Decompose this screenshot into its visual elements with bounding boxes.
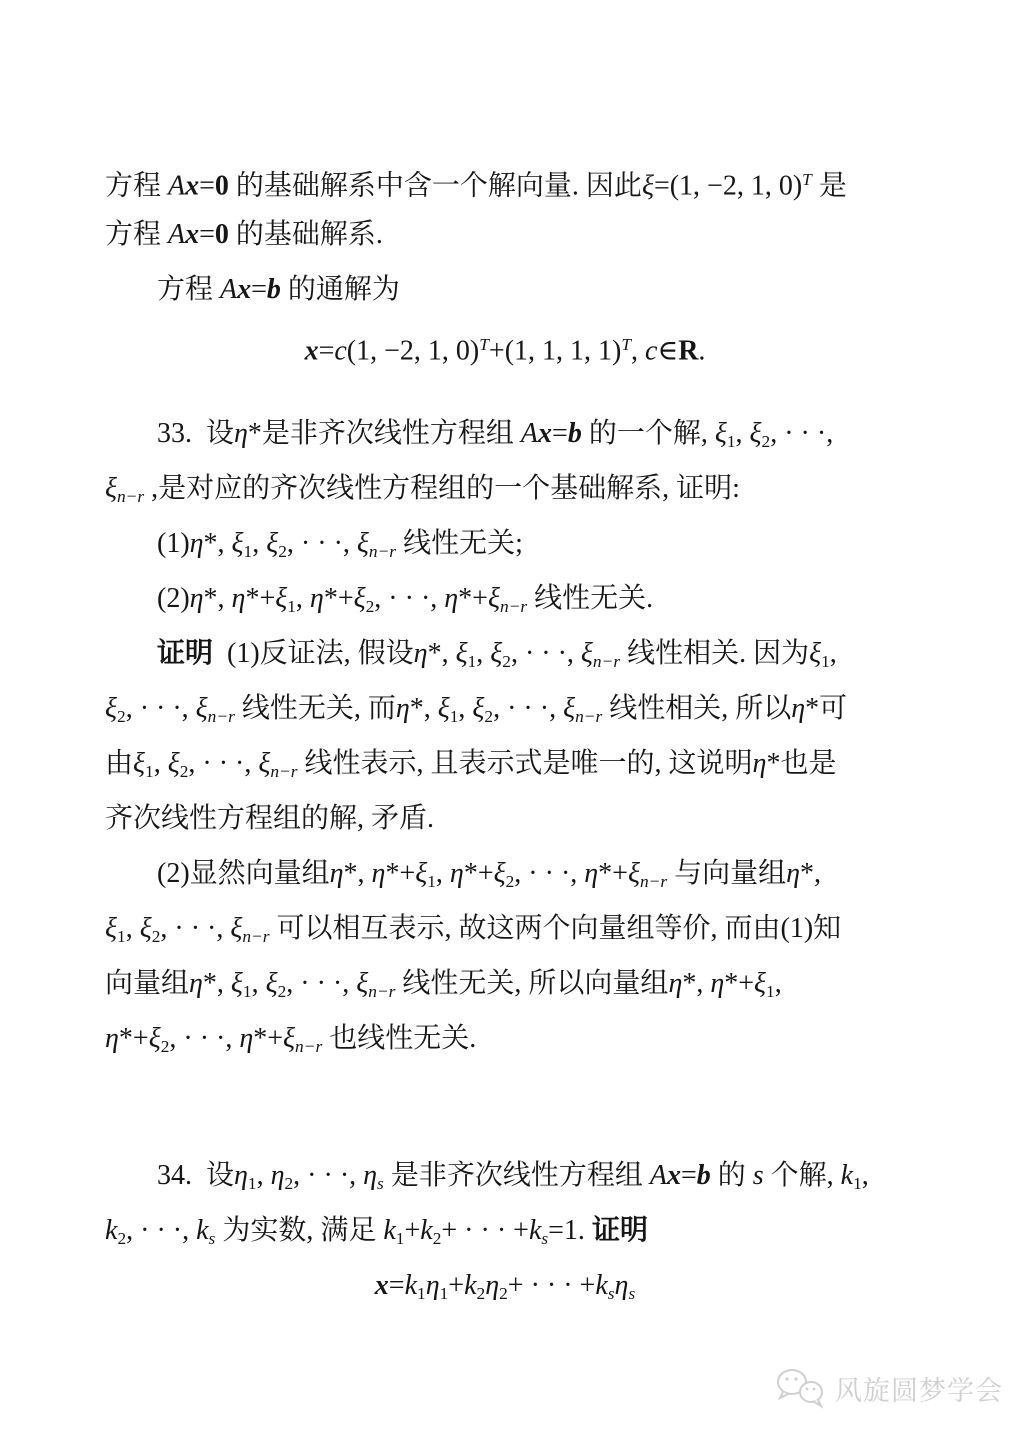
text-segment: x — [237, 274, 252, 305]
text-segment: n−r — [368, 981, 396, 1001]
text-segment: s — [541, 1228, 549, 1248]
text-segment: 线性无关, 所以向量组 — [395, 968, 669, 999]
text-segment: c — [334, 335, 347, 367]
text-segment: A — [649, 1160, 667, 1191]
text-segment: 线性相关, 所以 — [602, 693, 792, 724]
text-segment: 2 — [160, 1036, 170, 1056]
text-segment: ξ — [749, 418, 762, 449]
text-segment: 线性无关. — [527, 583, 654, 614]
text-segment: η — [710, 968, 725, 999]
text-segment: + · · · + — [507, 1270, 596, 1301]
text-segment: ξ — [437, 693, 450, 724]
text-segment: *+ — [598, 858, 628, 889]
watermark-text: 风旋圆梦学会 — [835, 1375, 1003, 1406]
text-segment: 齐次线性方程组的解, 矛盾. — [105, 803, 435, 834]
text-segment: ξ — [148, 1023, 161, 1054]
text-segment: , · · ·, — [286, 528, 357, 559]
text-segment: η — [329, 858, 344, 889]
text-segment: 的基础解系. — [228, 219, 383, 250]
text-segment: T — [479, 335, 489, 354]
text-segment: 线性表示, 且表示式是唯一的, 这说明 — [297, 748, 753, 779]
text-segment: (2)显然向量组 — [157, 858, 330, 889]
text-segment: ξ — [714, 418, 727, 449]
text-segment: 方程 — [105, 219, 169, 250]
text-segment: ξ — [641, 170, 654, 202]
text-segment: 1 — [726, 431, 736, 451]
text-segment: k — [420, 1215, 433, 1246]
text-segment: 由 — [105, 748, 134, 779]
text-segment: 2 — [117, 706, 126, 726]
text-segment: ∈ — [657, 335, 679, 367]
text-segment: n−r — [368, 541, 397, 561]
text-segment: ξ — [493, 858, 506, 889]
text-segment: ξ — [231, 528, 244, 559]
text-line — [105, 152, 905, 207]
text-segment: n−r — [575, 706, 603, 726]
text-segment: 的基础解系中含一个解向量. 因此 — [228, 170, 642, 202]
text-segment: n−r — [295, 1036, 323, 1056]
text-segment: ξ — [563, 693, 576, 724]
text-segment: b — [567, 418, 582, 449]
text-segment: k — [595, 1270, 608, 1301]
text-segment: η — [791, 693, 806, 724]
text-segment: T — [802, 170, 812, 189]
text-line — [105, 1148, 905, 1203]
text-line — [105, 207, 905, 262]
text-segment: , — [774, 968, 782, 999]
text-line — [105, 1203, 905, 1258]
text-line — [105, 846, 905, 901]
text-segment: , — [153, 748, 168, 779]
text-segment: k — [105, 1215, 118, 1246]
text-line — [105, 626, 905, 681]
text-segment: , · · ·, — [160, 913, 231, 944]
text-segment: , — [631, 335, 646, 367]
text-segment: *+ — [458, 583, 488, 614]
text-segment: x — [538, 418, 553, 449]
text-segment: *+ — [724, 968, 755, 999]
text-segment: A — [168, 219, 186, 250]
text-segment: 1 — [417, 1283, 426, 1303]
text-segment: 是 — [811, 170, 847, 202]
text-segment: 2 — [277, 981, 287, 1001]
text-segment: R — [678, 335, 699, 367]
text-segment: 1 — [821, 651, 830, 671]
text-segment: 2 — [432, 1228, 442, 1248]
text-segment: A — [168, 170, 186, 202]
text-segment: *, — [343, 858, 372, 889]
text-segment: 1 — [145, 761, 154, 781]
text-segment: 的通解为 — [280, 274, 400, 305]
wechat-icon — [775, 1367, 827, 1409]
text-segment: 2 — [179, 761, 189, 781]
text-segment: η — [786, 858, 801, 889]
text-segment: + · · · + — [441, 1215, 529, 1246]
text-segment: , · · ·, — [169, 1023, 240, 1054]
text-segment: 1 — [243, 541, 253, 561]
text-segment: ξ — [809, 638, 822, 669]
text-segment: ξ — [105, 473, 117, 504]
text-segment: *+ — [463, 858, 494, 889]
text-segment: n−r — [117, 486, 145, 506]
text-segment: x — [666, 1160, 681, 1191]
text-segment: , · · ·, — [293, 1160, 364, 1191]
text-segment: η — [363, 1160, 378, 1191]
text-segment: η — [105, 1023, 119, 1054]
text-segment: 2 — [499, 1283, 508, 1303]
text-segment: x — [304, 335, 319, 367]
text-segment: 2 — [484, 706, 494, 726]
text-segment: η — [449, 858, 464, 889]
text-line — [105, 956, 905, 1011]
text-segment: 1 — [439, 1283, 449, 1303]
text-segment: (1, −2, 1, 0) — [346, 335, 480, 367]
text-segment: T — [621, 335, 632, 354]
text-segment: b — [266, 274, 281, 305]
text-segment: A — [220, 274, 238, 305]
text-segment: ξ — [230, 968, 243, 999]
text-segment: *, — [203, 583, 232, 614]
text-segment: , — [476, 638, 491, 669]
text-segment: n−r — [639, 871, 668, 891]
text-segment: ξ — [230, 913, 243, 944]
text-segment: η — [444, 583, 459, 614]
text-segment: η — [270, 1160, 285, 1191]
text-segment: k — [528, 1215, 542, 1246]
text-segment: ξ — [105, 693, 117, 724]
text-segment: n−r — [499, 596, 528, 616]
text-segment: = — [199, 170, 215, 202]
text-line — [105, 406, 905, 461]
text-segment: η — [189, 583, 204, 614]
text-segment: 的一个解, — [581, 418, 715, 449]
text-segment: 2 — [365, 596, 375, 616]
text-segment: 1 — [287, 596, 296, 616]
text-segment: , · · ·, — [374, 583, 445, 614]
text-line — [105, 516, 905, 571]
text-segment: ξ — [275, 583, 288, 614]
text-segment: η — [395, 693, 410, 724]
text-segment: *可 — [805, 693, 848, 724]
text-segment: n−r — [207, 706, 235, 726]
text-segment: , — [252, 528, 267, 559]
text-segment: η — [189, 968, 203, 999]
text-segment: ξ — [258, 748, 271, 779]
text-segment: , · · ·, — [126, 1215, 197, 1246]
text-line — [105, 736, 905, 791]
text-segment: ξ — [195, 693, 208, 724]
text-segment: +(1, 1, 1, 1) — [488, 335, 622, 367]
text-segment: *, — [427, 638, 456, 669]
text-segment: = — [680, 1160, 697, 1191]
text-segment: 证明 — [591, 1215, 648, 1246]
text-line — [105, 262, 905, 317]
text-segment: n−r — [270, 761, 298, 781]
text-segment: ξ — [356, 528, 369, 559]
text-segment: n−r — [242, 926, 270, 946]
text-segment: , · · ·, — [514, 858, 585, 889]
text-segment: , · · ·, — [286, 968, 357, 999]
text-segment: 为实数, 满足 — [215, 1215, 384, 1246]
text-line — [105, 317, 905, 372]
text-segment: 1 — [427, 871, 436, 891]
text-segment: 与向量组 — [667, 858, 787, 889]
text-line — [105, 681, 905, 736]
text-segment: 是非齐次线性方程组 — [383, 1160, 650, 1191]
text-segment: , · · ·, — [125, 693, 196, 724]
text-segment: ξ — [167, 748, 180, 779]
text-segment: k — [840, 1160, 854, 1191]
text-segment: ξ — [580, 638, 593, 669]
text-segment: ξ — [356, 968, 369, 999]
text-segment: η — [231, 583, 246, 614]
text-segment: 线性相关. 因为 — [620, 638, 810, 669]
text-segment: (2) — [157, 583, 190, 614]
text-segment: *, — [682, 968, 711, 999]
text-segment: 2 — [505, 871, 515, 891]
text-segment: c — [645, 335, 658, 367]
text-segment: *, — [202, 968, 231, 999]
text-segment: 0 — [214, 219, 229, 250]
text-segment: *+ — [118, 1023, 149, 1054]
text-line — [105, 1011, 905, 1066]
text-segment: 2 — [117, 1228, 127, 1248]
text-segment: 也线性无关. — [322, 1023, 477, 1054]
text-segment: 2 — [476, 1283, 486, 1303]
text-segment: , · · ·, — [510, 638, 581, 669]
text-segment: ξ — [627, 858, 640, 889]
text-segment: , · · ·, — [493, 693, 564, 724]
text-segment: 0 — [214, 170, 229, 202]
text-segment: *, — [203, 528, 232, 559]
text-segment: 证明 — [157, 638, 214, 669]
text-segment: η — [371, 858, 386, 889]
text-segment: ξ — [265, 968, 278, 999]
text-segment: , — [735, 418, 750, 449]
text-segment: = — [388, 1270, 405, 1301]
text-segment: 2 — [278, 541, 287, 561]
text-segment: . — [698, 335, 706, 367]
text-segment: 1 — [117, 926, 126, 946]
text-segment: 1 — [766, 981, 775, 1001]
text-segment: η — [614, 1270, 629, 1301]
text-segment: * — [247, 418, 262, 449]
text-segment: = — [552, 418, 568, 449]
text-segment: 方程 — [157, 274, 221, 305]
text-segment: *, — [800, 858, 822, 889]
text-segment: , — [458, 693, 473, 724]
text-line — [105, 791, 905, 846]
text-segment: η — [668, 968, 683, 999]
text-segment: s — [208, 1228, 216, 1248]
text-segment: + — [404, 1215, 421, 1246]
text-line — [105, 571, 905, 626]
text-segment: 方程 — [105, 170, 169, 202]
text-segment: η — [413, 638, 428, 669]
text-segment: η — [584, 858, 599, 889]
text-segment: 2 — [761, 431, 771, 451]
text-segment: , — [829, 638, 837, 669]
text-segment: ξ — [266, 528, 279, 559]
text-segment: ξ — [472, 693, 485, 724]
text-segment: 线性无关, 而 — [234, 693, 396, 724]
text-segment: (1) — [157, 528, 190, 559]
text-segment: A — [520, 418, 539, 449]
text-segment: , — [295, 583, 310, 614]
text-segment: η — [485, 1270, 500, 1301]
text-segment: , · · ·, — [188, 748, 259, 779]
text-segment: 1 — [395, 1228, 405, 1248]
text-segment: 2 — [151, 926, 161, 946]
text-segment: 线性无关; — [396, 528, 523, 559]
text-segment: ξ — [133, 748, 146, 779]
text-segment: , — [125, 913, 140, 944]
text-segment: = — [318, 335, 335, 367]
text-segment: 2 — [502, 651, 511, 671]
text-segment: 的 — [710, 1160, 753, 1191]
text-segment: , — [861, 1160, 869, 1191]
text-segment: s — [607, 1283, 615, 1303]
text-segment: η — [234, 418, 248, 449]
text-segment: 1 — [853, 1173, 862, 1193]
text-segment: ξ — [754, 968, 767, 999]
text-segment: *也是 — [766, 748, 837, 779]
text-segment: 33. 设 — [157, 418, 235, 449]
text-segment: s — [377, 1173, 384, 1193]
text-segment: ξ — [490, 638, 503, 669]
text-line — [105, 901, 905, 956]
text-segment: x — [185, 219, 200, 250]
text-segment: η — [234, 1160, 248, 1191]
text-segment: = — [199, 219, 215, 250]
text-line — [105, 461, 905, 516]
text-segment: 向量组 — [105, 968, 190, 999]
text-segment: s — [752, 1160, 764, 1191]
text-segment: *+ — [253, 1023, 284, 1054]
text-segment: ξ — [283, 1023, 296, 1054]
text-segment: x — [185, 170, 200, 202]
text-segment: ξ — [353, 583, 366, 614]
text-segment: *+ — [245, 583, 276, 614]
text-segment: *, — [409, 693, 438, 724]
text-segment: η — [752, 748, 767, 779]
text-segment: (1)反证法, 假设 — [213, 638, 414, 669]
text-segment: ξ — [455, 638, 468, 669]
text-segment: = — [251, 274, 267, 305]
text-segment: , — [251, 968, 266, 999]
text-segment: b — [696, 1160, 711, 1191]
text-segment: k — [404, 1270, 418, 1301]
text-segment: x — [374, 1270, 389, 1301]
text-segment: =(1, −2, 1, 0) — [653, 170, 803, 202]
text-segment: 34. 设 — [157, 1160, 235, 1191]
text-segment: 个解, — [763, 1160, 841, 1191]
text-segment: ξ — [105, 913, 117, 944]
text-segment: η — [189, 528, 204, 559]
text-segment: ξ — [139, 913, 152, 944]
text-segment: , — [256, 1160, 271, 1191]
text-segment: 1 — [467, 651, 477, 671]
text-segment: η — [425, 1270, 440, 1301]
text-segment: n−r — [592, 651, 621, 671]
text-segment: k — [464, 1270, 477, 1301]
text-segment: =1. — [548, 1215, 592, 1246]
text-segment: *+ — [385, 858, 416, 889]
text-segment: 可以相互表示, 故这两个向量组等价, 而由(1)知 — [269, 913, 842, 944]
document-body — [105, 152, 905, 1313]
text-segment: 1 — [247, 1173, 257, 1193]
text-segment: η — [309, 583, 324, 614]
text-segment: ,是对应的齐次线性方程组的一个基础解系, 证明: — [144, 473, 740, 504]
text-line — [105, 1258, 905, 1313]
text-segment: 2 — [284, 1173, 294, 1193]
text-segment: 是非齐次线性方程组 — [261, 418, 521, 449]
text-segment: *+ — [323, 583, 354, 614]
text-segment: η — [239, 1023, 254, 1054]
watermark — [775, 1367, 1003, 1409]
text-segment: ξ — [415, 858, 428, 889]
text-segment: k — [383, 1215, 396, 1246]
text-segment: + — [448, 1270, 465, 1301]
text-segment: , — [435, 858, 450, 889]
text-segment: s — [628, 1283, 636, 1303]
text-segment: 1 — [242, 981, 252, 1001]
text-segment: k — [196, 1215, 209, 1246]
text-segment: ξ — [487, 583, 500, 614]
text-segment: , · · ·, — [770, 418, 834, 449]
text-segment: 1 — [449, 706, 459, 726]
